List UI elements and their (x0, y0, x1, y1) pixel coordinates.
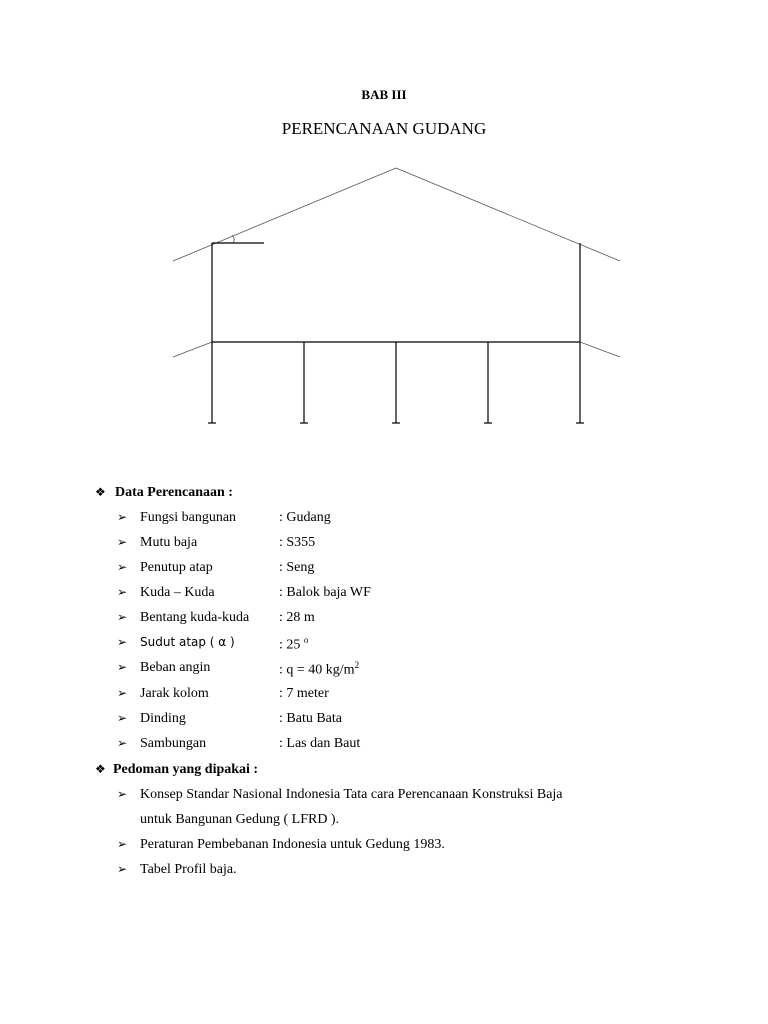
roof-left-slope (173, 168, 396, 261)
arrow-bullet-icon: ➢ (117, 535, 128, 549)
data-section-heading: ❖ Data Perencanaan : (95, 485, 233, 500)
warehouse-frame-diagram (160, 160, 630, 435)
left-lower-extension (173, 342, 212, 357)
diamond-bullet-icon: ❖ (95, 762, 106, 776)
arrow-bullet-icon: ➢ (117, 787, 128, 801)
arrow-bullet-icon: ➢ (117, 585, 128, 599)
arrow-bullet-icon: ➢ (117, 711, 128, 725)
arrow-bullet-icon: ➢ (117, 510, 128, 524)
page-title: PERENCANAAN GUDANG (281, 119, 487, 138)
arrow-bullet-icon: ➢ (117, 635, 128, 649)
diamond-bullet-icon: ❖ (95, 485, 106, 499)
arrow-bullet-icon: ➢ (117, 686, 128, 700)
right-lower-extension (580, 342, 620, 357)
arrow-bullet-icon: ➢ (117, 660, 128, 674)
arrow-bullet-icon: ➢ (117, 610, 128, 624)
roof-right-slope (396, 168, 620, 261)
arrow-bullet-icon: ➢ (117, 837, 128, 851)
chapter-heading: BAB III (361, 87, 407, 102)
arrow-bullet-icon: ➢ (117, 560, 128, 574)
guideline-section-heading: ❖ Pedoman yang dipakai : (95, 762, 259, 777)
arrow-bullet-icon: ➢ (117, 862, 128, 876)
arrow-bullet-icon: ➢ (117, 736, 128, 750)
